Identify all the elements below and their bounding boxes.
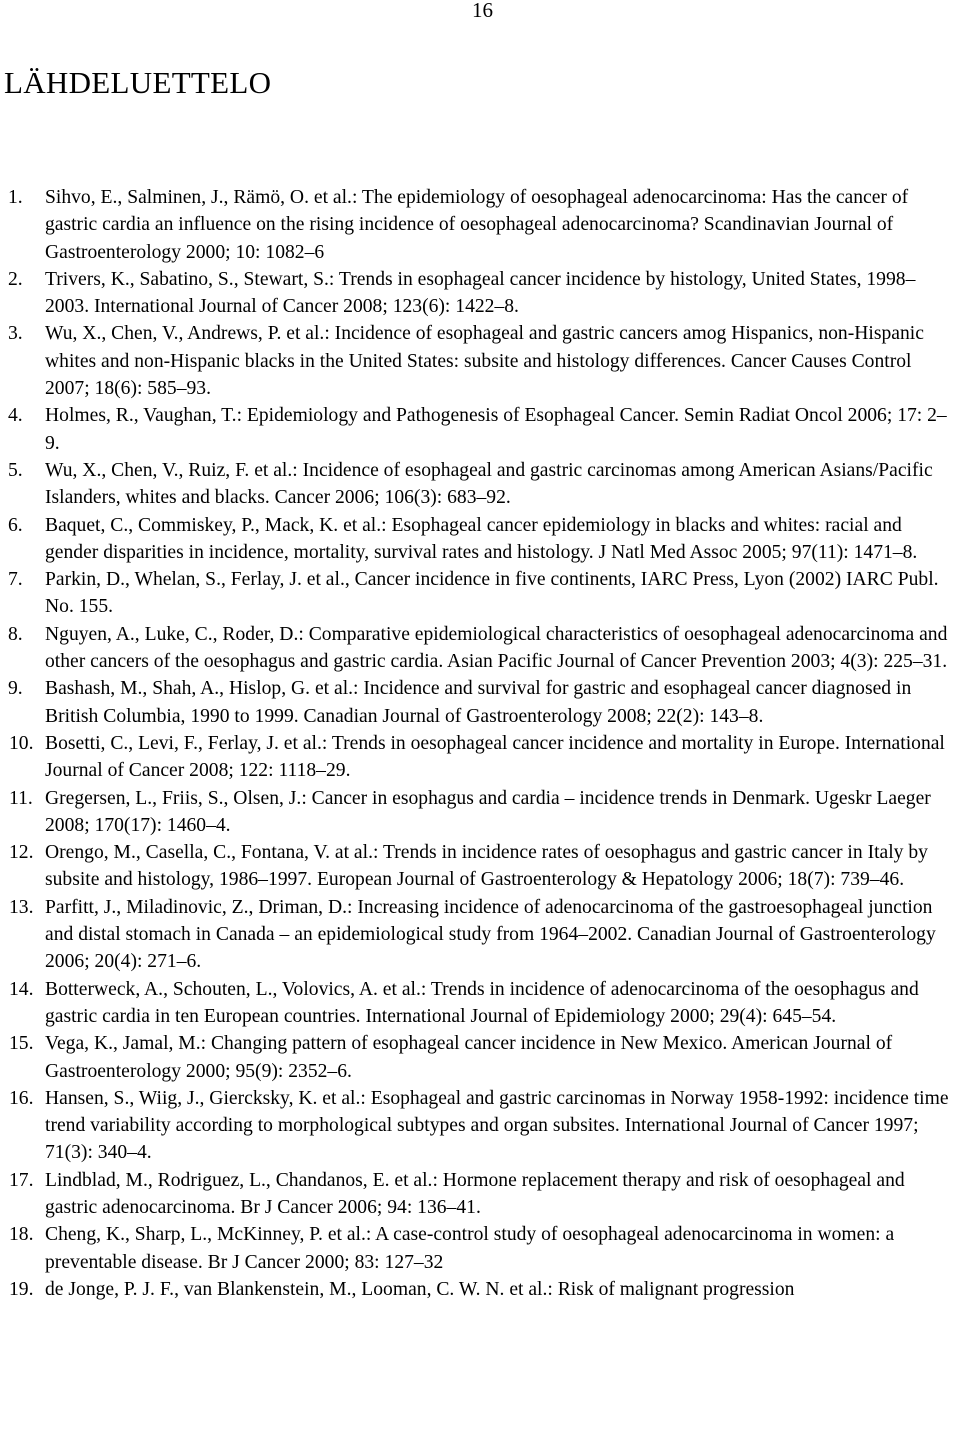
reference-item	[0, 894, 958, 976]
reference-item	[0, 839, 958, 894]
reference-item	[0, 730, 958, 785]
reference-number: 14.	[9, 978, 34, 1000]
reference-text: Trivers, K., Sabatino, S., Stewart, S.: Trends in esophageal cancer incidence by histology, United States, 1998–2003. International Journal of Cancer 2008; 123(6): 1422–8.	[45, 268, 916, 318]
reference-text: Vega, K., Jamal, M.: Changing pattern of esophageal cancer incidence in New Mexico. American Journal of Gastroenterology 2000; 95(9): 2352–6.	[45, 1033, 893, 1082]
reference-number: 9.	[8, 678, 23, 700]
reference-number: 6.	[8, 514, 23, 536]
reference-item	[0, 566, 958, 621]
reference-number: 13.	[9, 896, 34, 918]
reference-number: 3.	[8, 323, 23, 345]
reference-item	[0, 1276, 958, 1303]
reference-item	[0, 785, 958, 840]
reference-item	[0, 457, 958, 512]
reference-item	[0, 402, 958, 457]
reference-text: Lindblad, M., Rodriguez, L., Chandanos, E. et al.: Hormone replacement therapy and risk of oesophageal and gastric adenocarcinoma. Br J Cancer 2006; 94: 136–41.	[45, 1169, 905, 1218]
reference-text: Sihvo, E., Salminen, J., Rämö, O. et al.: The epidemiology of oesophageal adenocarcinoma: Has the cancer of gastric cardia an influence on the rising incidence of oesophageal adenocarcinoma? Scandinavian Journal of Gastroenterology 2000; 10: 1082–6	[45, 187, 909, 263]
reference-number: 15.	[9, 1033, 34, 1055]
reference-number: 5.	[8, 459, 23, 481]
reference-list	[0, 184, 958, 1303]
reference-text: Bashash, M., Shah, A., Hislop, G. et al.: Incidence and survival for gastric and esophageal cancer diagnosed in British Columbia, 1990 to 1999. Canadian Journal of Gastroenterology 2008; 22(2): 143–8.	[45, 678, 912, 727]
reference-item	[0, 976, 958, 1031]
reference-number: 18.	[9, 1224, 34, 1246]
reference-item	[0, 184, 958, 266]
reference-number: 11.	[9, 787, 33, 809]
page-number: 16	[472, 0, 493, 22]
reference-number: 1.	[8, 187, 23, 208]
reference-text: Wu, X., Chen, V., Ruiz, F. et al.: Incidence of esophageal and gastric carcinomas among American Asians/Pacific Islanders, whites and blacks. Cancer 2006; 106(3): 683–92.	[45, 459, 933, 509]
reference-number: 19.	[9, 1278, 34, 1300]
reference-item	[0, 675, 958, 730]
reference-text: Baquet, C., Commiskey, P., Mack, K. et al.: Esophageal cancer epidemiology in blacks and whites: racial and gender disparities in incidence, mortality, survival rates and histology. J Natl Med Assoc 2005; 97(11): 1471–8.	[45, 514, 918, 563]
reference-text: Nguyen, A., Luke, C., Roder, D.: Comparative epidemiological characteristics of oesophageal adenocarcinoma and other cancers of the oesophagus and gastric cardia. Asian Pacific Journal of Cancer Prevention 2003; 4(3): 225–31.	[45, 623, 948, 673]
reference-text: Bosetti, C., Levi, F., Ferlay, J. et al.: Trends in oesophageal cancer incidence and mortality in Europe. International Journal of Cancer 2008; 122: 1118–29.	[45, 732, 945, 782]
reference-number: 16.	[9, 1087, 34, 1109]
reference-text: Parfitt, J., Miladinovic, Z., Driman, D.: Increasing incidence of adenocarcinoma of the gastroesophageal junction and distal stomach in Canada – an epidemiological study from 1964–2002. Canadian Journal of Gastroenterology 2006; 20(4): 271–6.	[45, 896, 936, 973]
reference-item	[0, 266, 958, 321]
reference-number: 4.	[8, 405, 23, 427]
page-heading: LÄHDELUETTELO	[4, 65, 272, 100]
reference-item	[0, 1221, 958, 1276]
reference-number: 17.	[9, 1169, 34, 1191]
reference-item	[0, 1030, 958, 1085]
reference-number: 8.	[8, 623, 23, 645]
reference-item	[0, 1167, 958, 1222]
reference-text: Gregersen, L., Friis, S., Olsen, J.: Cancer in esophagus and cardia – incidence trends in Denmark. Ugeskr Laeger 2008; 170(17): 1460–4.	[45, 787, 931, 836]
reference-text: Parkin, D., Whelan, S., Ferlay, J. et al., Cancer incidence in five continents, IARC Press, Lyon (2002) IARC Publ. No. 155.	[45, 569, 939, 618]
reference-number: 10.	[9, 732, 34, 754]
reference-number: 2.	[8, 268, 23, 290]
reference-text: Orengo, M., Casella, C., Fontana, V. at al.: Trends in incidence rates of oesophagus and gastric cancer in Italy by subsite and histology, 1986–1997. European Journal of Gastroenterology & Hepatology 2006; 18(7): 739–46.	[45, 842, 928, 891]
reference-text: Wu, X., Chen, V., Andrews, P. et al.: Incidence of esophageal and gastric cancers amog Hispanics, non-Hispanic whites and non-Hispanic blacks in the United States: subsite and histology differences. Cancer Causes Control 2007; 18(6): 585–93.	[45, 323, 924, 400]
reference-item	[0, 1085, 958, 1167]
reference-text: Botterweck, A., Schouten, L., Volovics, A. et al.: Trends in incidence of adenocarcinoma of the oesophagus and gastric cardia in ten European countries. International Journal of Epidemiology 2000; 29(4): 645–54.	[45, 978, 919, 1027]
reference-text: Hansen, S., Wiig, J., Giercksky, K. et al.: Esophageal and gastric carcinomas in Norway 1958-1992: incidence time trend variability according to morphological subtypes and organ subsites. International Journal of Cancer 1997; 71(3): 340–4.	[45, 1087, 949, 1164]
reference-item	[0, 512, 958, 567]
reference-text: Holmes, R., Vaughan, T.: Epidemiology and Pathogenesis of Esophageal Cancer. Semin Radiat Oncol 2006; 17: 2–9.	[45, 405, 947, 454]
reference-text: Cheng, K., Sharp, L., McKinney, P. et al.: A case-control study of oesophageal adenocarcinoma in women: a preventable disease. Br J Cancer 2000; 83: 127–32	[45, 1224, 895, 1273]
reference-number: 7.	[8, 569, 23, 591]
reference-item	[0, 621, 958, 676]
reference-item	[0, 320, 958, 402]
reference-text: de Jonge, P. J. F., van Blankenstein, M., Looman, C. W. N. et al.: Risk of malignant progression	[45, 1278, 795, 1300]
reference-number: 12.	[9, 842, 34, 864]
